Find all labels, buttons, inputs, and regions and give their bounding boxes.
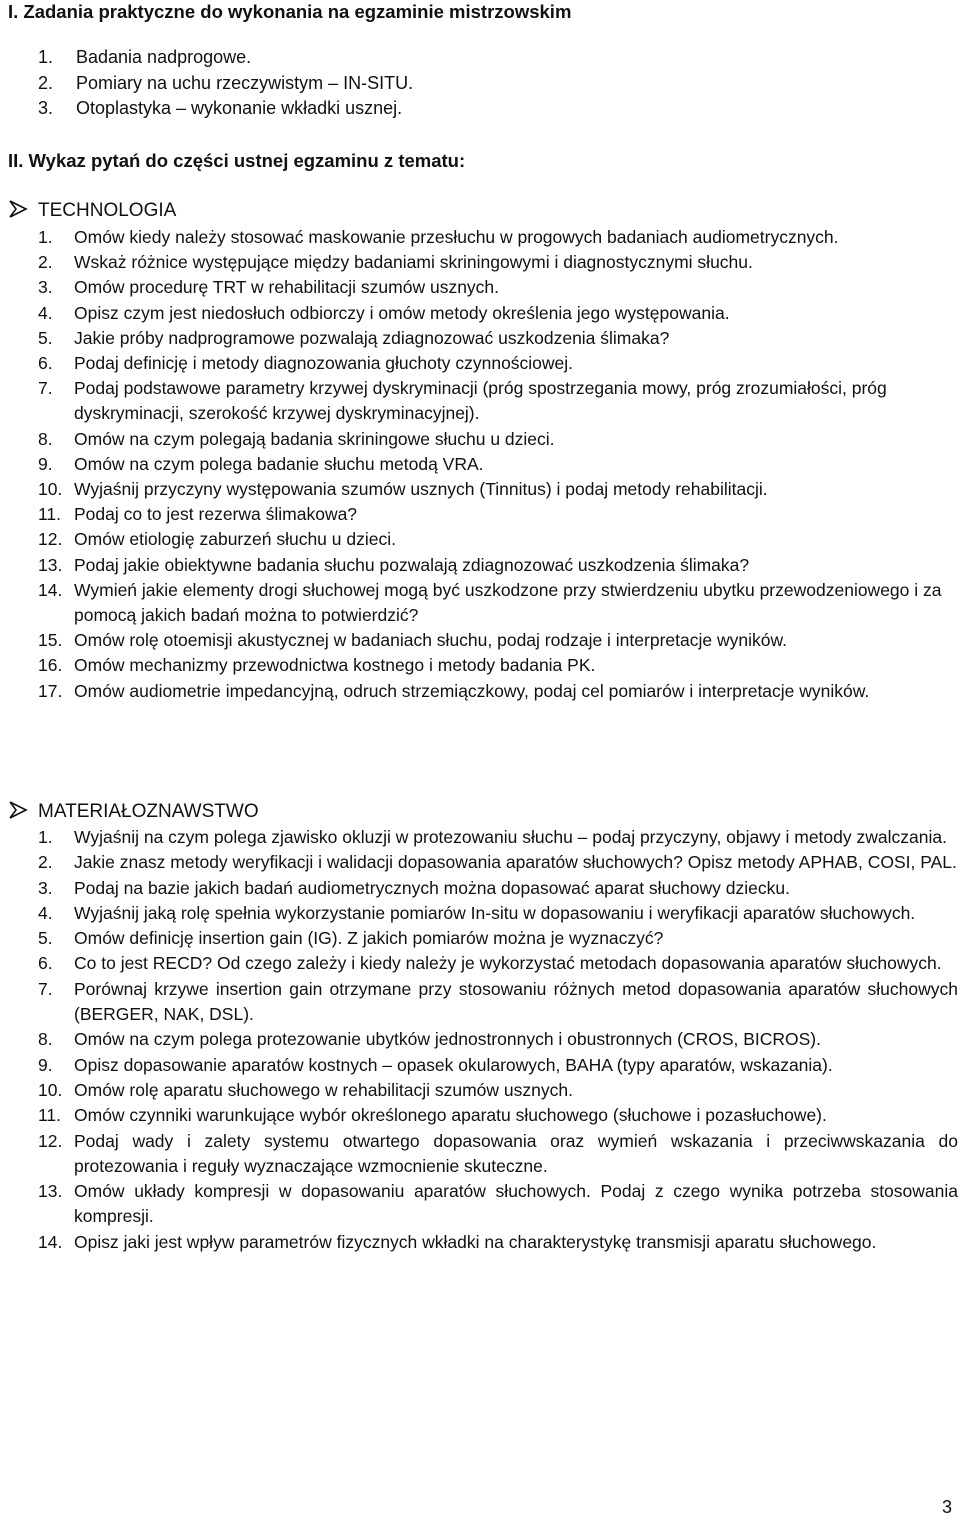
question-number: 2. xyxy=(38,852,53,873)
question-item xyxy=(38,1078,958,1103)
question-number: 10. xyxy=(38,1079,63,1100)
question-number: 3. xyxy=(38,877,53,898)
question-item xyxy=(38,502,958,527)
question-number: 5. xyxy=(38,327,53,348)
question-text: Wyjaśnij jaką rolę spełnia wykorzystanie pomiarów In-situ w dopasowaniu i weryfikacji aparatów słuchowych. xyxy=(74,902,916,923)
question-item xyxy=(38,427,958,452)
question-item xyxy=(38,376,958,426)
question-number: 13. xyxy=(38,1181,63,1202)
question-number: 5. xyxy=(38,928,53,949)
section-1-title: I. Zadania praktyczne do wykonania na egzaminie mistrzowskim xyxy=(8,1,572,22)
question-number: 9. xyxy=(38,453,53,474)
question-item xyxy=(38,452,958,477)
question-item xyxy=(38,477,958,502)
question-number: 7. xyxy=(38,978,53,999)
question-text: Omów czynniki warunkujące wybór określonego aparatu słuchowego (słuchowe i pozasłuchowe). xyxy=(74,1105,827,1126)
question-number: 16. xyxy=(38,655,63,676)
item-number: 3. xyxy=(38,98,54,118)
practical-tasks-list xyxy=(38,45,413,122)
item-number: 1. xyxy=(38,47,54,67)
question-item xyxy=(38,628,958,653)
question-text: Omów na czym polega protezowanie ubytków jednostronnych i obustronnych (CROS, BICROS). xyxy=(74,1029,821,1050)
question-text: Omów procedurę TRT w rehabilitacji szumów usznych. xyxy=(74,277,500,298)
page-number: 3 xyxy=(941,1497,952,1517)
question-number: 1. xyxy=(38,227,53,247)
question-number: 10. xyxy=(38,479,63,500)
question-item xyxy=(38,1179,958,1230)
question-item xyxy=(38,326,958,351)
question-number: 13. xyxy=(38,554,63,575)
question-text: Podaj podstawowe parametry krzywej dyskryminacji (próg spostrzegania mowy, próg zrozumiałości, próg dyskryminacji, szerokość krzywej dyskryminacyjnej). xyxy=(74,378,887,424)
question-number: 7. xyxy=(38,378,53,399)
question-item xyxy=(38,825,958,850)
technologia-heading xyxy=(8,198,176,224)
question-text: Wymień jakie elementy drogi słuchowej mogą być uszkodzone przy stwierdzeniu ubytku przewodzeniowego i za pomocą jakich badań można to potwierdzić? xyxy=(74,579,942,626)
question-item xyxy=(38,225,958,250)
question-number: 9. xyxy=(38,1054,53,1075)
list-item xyxy=(38,71,413,97)
question-number: 15. xyxy=(38,630,63,651)
question-text: Wyjaśnij przyczyny występowania szumów usznych (Tinnitus) i podaj metody rehabilitacji. xyxy=(74,479,768,500)
question-text: Omów układy kompresji w dopasowaniu aparatów słuchowych. Podaj z czego wynika potrzeba stosowania kompresji. xyxy=(74,1181,958,1227)
item-text: Otoplastyka – wykonanie wkładki usznej. xyxy=(76,98,403,118)
question-item xyxy=(38,1103,958,1128)
question-text: Podaj co to jest rezerwa ślimakowa? xyxy=(74,504,358,525)
heading-text: MATERIAŁOZNAWSTWO xyxy=(38,801,259,822)
question-item xyxy=(38,527,958,552)
question-text: Podaj jakie obiektywne badania słuchu pozwalają zdiagnozować uszkodzenia ślimaka? xyxy=(74,554,750,575)
question-text: Opisz czym jest niedosłuch odbiorczy i omów metody określenia jego występowania. xyxy=(74,302,730,323)
heading-text: TECHNOLOGIA xyxy=(38,200,177,221)
question-text: Opisz dopasowanie aparatów kostnych – opasek okularowych, BAHA (typy aparatów, wskazania). xyxy=(74,1054,833,1075)
section-2-title: II. Wykaz pytań do części ustnej egzaminu z tematu: xyxy=(8,150,466,171)
question-text: Co to jest RECD? Od czego zależy i kiedy należy je wykorzystać metodach dopasowania aparatów słuchowych. xyxy=(74,953,942,974)
question-number: 11. xyxy=(38,1105,62,1126)
question-number: 6. xyxy=(38,953,53,974)
question-item xyxy=(38,1053,958,1078)
question-number: 14. xyxy=(38,1231,63,1252)
arrowhead-bullet-icon xyxy=(8,799,38,821)
question-item xyxy=(38,876,958,901)
question-text: Jakie znasz metody weryfikacji i walidacji dopasowania aparatów słuchowych? Opisz metody APHAB, COSI, PAL. xyxy=(74,852,957,873)
question-number: 3. xyxy=(38,277,53,298)
question-text: Porównaj krzywe insertion gain otrzymane przy stosowaniu różnych metod dopasowania aparatów słuchowych (BERGER, NAK, DSL). xyxy=(74,978,958,1025)
question-item xyxy=(38,901,958,926)
question-item xyxy=(38,301,958,326)
question-number: 4. xyxy=(38,902,53,923)
item-text: Pomiary na uchu rzeczywistym – IN-SITU. xyxy=(76,72,414,93)
item-number: 2. xyxy=(38,72,54,93)
question-item xyxy=(38,977,958,1028)
question-number: 11. xyxy=(38,504,62,525)
materialoznawstwo-questions xyxy=(38,825,958,1255)
question-item xyxy=(38,578,958,628)
question-item xyxy=(38,679,958,704)
item-text: Badania nadprogowe. xyxy=(76,47,252,67)
question-item xyxy=(38,1027,958,1052)
question-text: Podaj wady i zalety systemu otwartego dopasowania oraz wymień wskazania i przeciwwskazania do protezowania i reguły wyznaczające wzmocnienie skuteczne. xyxy=(74,1130,958,1176)
question-text: Omów rolę otoemisji akustycznej w badaniach słuchu, podaj rodzaje i interpretacje wyników. xyxy=(74,630,787,651)
question-number: 14. xyxy=(38,579,63,600)
question-text: Omów na czym polegają badania skriningowe słuchu u dzieci. xyxy=(74,428,555,449)
question-text: Omów mechanizmy przewodnictwa kostnego i metody badania PK. xyxy=(74,655,596,676)
question-text: Omów na czym polega badanie słuchu metodą VRA. xyxy=(74,453,484,474)
question-number: 1. xyxy=(38,827,53,847)
question-item xyxy=(38,1129,958,1180)
question-text: Wyjaśnij na czym polega zjawisko okluzji w protezowaniu słuchu – podaj przyczyny, objawy i metody zwalczania. xyxy=(74,827,947,847)
question-text: Podaj definicję i metody diagnozowania głuchoty czynnościowej. xyxy=(74,353,574,374)
question-number: 2. xyxy=(38,252,53,273)
question-item xyxy=(38,1230,958,1255)
question-text: Omów audiometrie impedancyjną, odruch strzemiączkowy, podaj cel pomiarów i interpretacje wyników. xyxy=(74,680,870,701)
list-item xyxy=(38,45,413,71)
technologia-questions xyxy=(38,225,958,704)
question-text: Omów kiedy należy stosować maskowanie przesłuchu w progowych badaniach audiometrycznych. xyxy=(74,227,839,247)
list-item xyxy=(38,96,413,122)
question-text: Omów etiologię zaburzeń słuchu u dzieci. xyxy=(74,529,396,550)
question-number: 12. xyxy=(38,1130,63,1151)
question-item xyxy=(38,553,958,578)
question-text: Podaj na bazie jakich badań audiometrycznych można dopasować aparat słuchowy dziecku. xyxy=(74,877,790,898)
question-text: Opisz jaki jest wpływ parametrów fizycznych wkładki na charakterystykę transmisji aparatu słuchowego. xyxy=(74,1231,877,1252)
question-item xyxy=(38,951,958,976)
question-text: Jakie próby nadprogramowe pozwalają zdiagnozować uszkodzenia ślimaka? xyxy=(74,327,670,348)
question-item xyxy=(38,250,958,275)
question-text: Omów definicję insertion gain (IG). Z jakich pomiarów można je wyznaczyć? xyxy=(74,928,664,949)
question-number: 4. xyxy=(38,302,53,323)
arrowhead-bullet-icon xyxy=(8,198,38,220)
question-number: 17. xyxy=(38,680,63,701)
question-number: 6. xyxy=(38,353,53,374)
question-text: Wskaż różnice występujące między badaniami skriningowymi i diagnostycznymi słuchu. xyxy=(74,252,753,273)
question-item xyxy=(38,275,958,300)
question-item xyxy=(38,926,958,951)
materialoznawstwo-heading xyxy=(8,799,259,825)
question-number: 12. xyxy=(38,529,63,550)
question-number: 8. xyxy=(38,1029,53,1050)
question-number: 8. xyxy=(38,428,53,449)
question-item xyxy=(38,850,958,875)
question-text: Omów rolę aparatu słuchowego w rehabilitacji szumów usznych. xyxy=(74,1079,573,1100)
question-item xyxy=(38,653,958,678)
question-item xyxy=(38,351,958,376)
